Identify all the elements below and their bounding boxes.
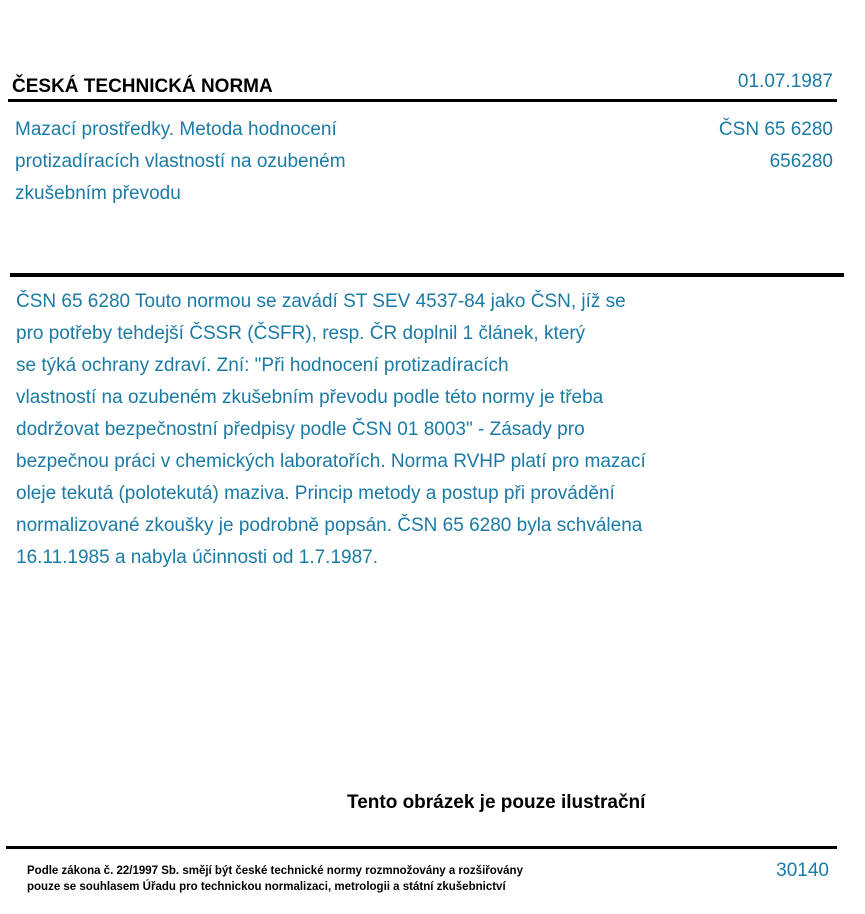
header-divider — [8, 99, 837, 102]
norm-title-line: protizadíracích vlastností na ozubeném — [15, 151, 346, 172]
norm-title-line: Mazací prostředky. Metoda hodnocení — [15, 119, 337, 140]
description-line: normalizované zkoušky je podrobně popsán. ČSN 65 6280 byla schválena — [16, 515, 643, 536]
document-header-title: ČESKÁ TECHNICKÁ NORMA — [12, 76, 273, 97]
norm-title-line: zkušebním převodu — [15, 183, 181, 204]
description-line: 16.11.1985 a nabyla účinnosti od 1.7.1987. — [16, 547, 378, 568]
norm-identifiers — [719, 114, 833, 178]
publication-date: 01.07.1987 — [737, 71, 833, 92]
description-line: se týká ochrany zdraví. Zní: "Při hodnocení protizadíracích — [16, 355, 509, 376]
legal-notice — [27, 863, 523, 895]
legal-notice-line: pouze se souhlasem Úřadu pro technickou normalizaci, metrologii a státní zkušebnictví — [27, 881, 506, 893]
description-line: bezpečnou práci v chemických laboratořích. Norma RVHP platí pro mazací — [16, 451, 646, 472]
section-divider — [10, 273, 844, 277]
description-line: vlastností na ozubeném zkušebním převodu podle této normy je třeba — [16, 387, 604, 408]
norm-class-number: 656280 — [769, 151, 833, 172]
legal-notice-line: Podle zákona č. 22/1997 Sb. smějí být české technické normy rozmnožovány a rozšiřovány — [27, 865, 523, 877]
footer-divider — [6, 846, 837, 849]
norm-title — [15, 114, 435, 210]
page-number: 30140 — [776, 860, 829, 881]
illustration-note: Tento obrázek je pouze ilustrační — [347, 792, 646, 813]
description-line: oleje tekutá (polotekutá) maziva. Princip metody a postup při provádění — [16, 483, 615, 504]
description-line: dodržovat bezpečnostní předpisy podle ČSN 01 8003" - Zásady pro — [16, 419, 585, 440]
norm-description — [16, 286, 646, 574]
description-line: ČSN 65 6280 Touto normou se zavádí ST SEV 4537-84 jako ČSN, jíž se — [16, 291, 626, 312]
norm-code: ČSN 65 6280 — [718, 119, 833, 140]
description-line: pro potřeby tehdejší ČSSR (ČSFR), resp. ČR doplnil 1 článek, který — [16, 323, 586, 344]
